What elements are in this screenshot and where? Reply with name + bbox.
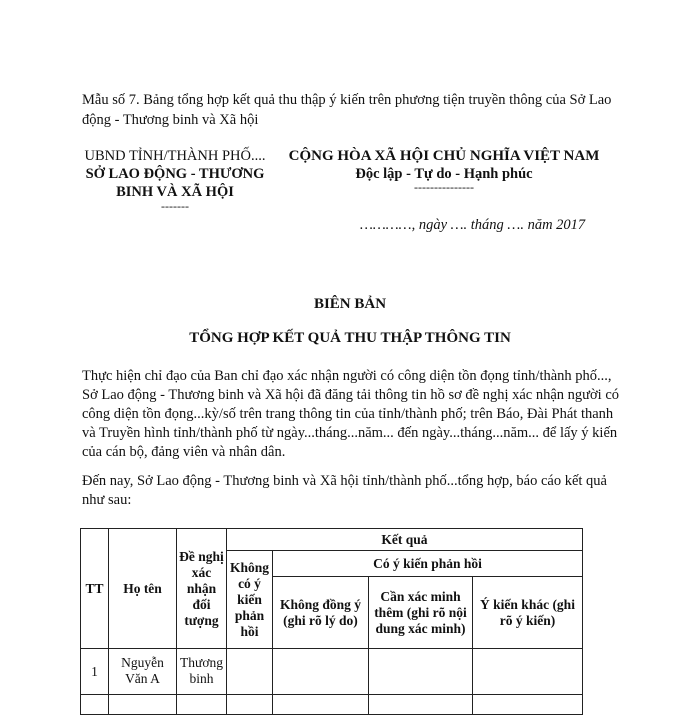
- col-header-no-opinion: Không có ý kiến phản hồi: [227, 551, 273, 649]
- cell-name: Nguyễn Văn A: [109, 649, 177, 695]
- col-header-disagree: Không đồng ý (ghi rõ lý do): [273, 577, 369, 649]
- motto-divider: ---------------: [414, 180, 474, 194]
- intro-paragraph: Thực hiện chỉ đạo của Ban chỉ đạo xác nhận người có công diện tồn đọng tỉnh/thành phố..., Sở Lao động - Thương binh và Xã hội đã đăng tải thông tin hồ sơ đề nghị xác nhận người có công diện tồn đọng...kỳ/số trên trang thông tin của tỉnh/thành phố; trên Báo, Đài Phát thanh và Truyền hình tỉnh/thành phố từ ngày...tháng...năm... đến ngày...tháng...năm... để lấy ý kiến của cán bộ, đảng viên và nhân dân.: [82, 368, 620, 460]
- cell-tt: 1: [81, 649, 109, 695]
- province-line: UBND TỈNH/THÀNH PHỐ....: [84, 148, 266, 164]
- cell-no-opinion: [227, 649, 273, 695]
- cell-disagree: [273, 649, 369, 695]
- issuing-authority-header: [84, 147, 266, 211]
- col-header-verify: Cần xác minh thêm (ghi rõ nội dung xác minh): [369, 577, 473, 649]
- document-title: BIÊN BẢN: [313, 296, 387, 312]
- form-title: Mẫu số 7. Bảng tổng hợp kết quả thu thập ý kiến trên phương tiện truyền thông của Sở Lao động - Thương binh và Xã hội: [82, 92, 612, 128]
- col-header-proposed: Đề nghị xác nhận đối tượng: [177, 529, 227, 649]
- cell-verify: [369, 649, 473, 695]
- national-motto: Độc lập - Tự do - Hạnh phúc: [355, 166, 533, 182]
- report-paragraph: Đến nay, Sở Lao động - Thương binh và Xã hội tỉnh/thành phố...tổng hợp, báo cáo kết quả như sau:: [82, 473, 607, 508]
- header-divider: -------: [161, 199, 189, 213]
- col-header-other: Ý kiến khác (ghi rõ ý kiến): [473, 577, 583, 649]
- cell-proposed: Thương binh: [177, 649, 227, 695]
- national-header: [266, 147, 622, 194]
- nation-name: CỘNG HÒA XÃ HỘI CHỦ NGHĨA VIỆT NAM: [288, 148, 600, 164]
- document-subtitle: TỔNG HỢP KẾT QUẢ THU THẬP THÔNG TIN: [189, 330, 511, 346]
- cell-other: [473, 649, 583, 695]
- col-header-tt: TT: [81, 529, 109, 649]
- department-name: SỞ LAO ĐỘNG - THƯƠNG BINH VÀ XÃ HỘI: [85, 166, 265, 200]
- results-table: [80, 528, 583, 715]
- table-row: [81, 695, 583, 715]
- place-date-line: …………, ngày …. tháng …. năm 2017: [360, 217, 586, 233]
- col-header-has-opinion: Có ý kiến phản hồi: [273, 551, 583, 577]
- col-header-result: Kết quả: [227, 529, 583, 551]
- table-row: [81, 649, 583, 695]
- col-header-name: Họ tên: [109, 529, 177, 649]
